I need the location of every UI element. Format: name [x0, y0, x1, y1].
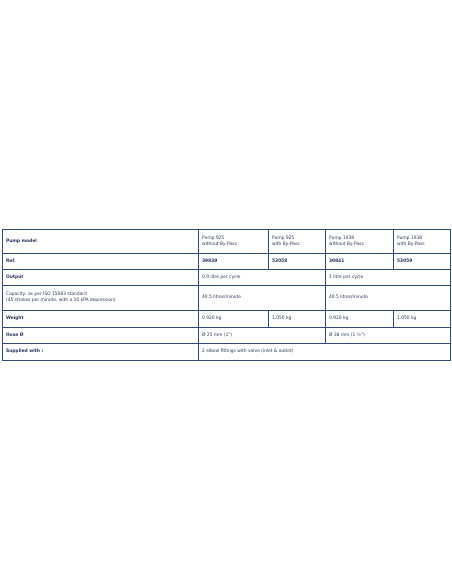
hose-value-1038: Ø 38 mm (1 ½") [326, 328, 451, 344]
row-ref [3, 254, 451, 270]
pump-1038-title: Pump 1038 [329, 235, 354, 241]
supplied-with-label: Supplied with : [3, 344, 199, 361]
weight-value: 1.050 kg [269, 311, 326, 328]
pump-1038-bypass-subtitle: with By-Pass [397, 241, 425, 247]
hose-value-925: Ø 25 mm (1") [199, 328, 326, 344]
row-supplied-with [3, 344, 451, 361]
row-hose [3, 328, 451, 344]
pump-spec-table [2, 229, 451, 361]
header-pump-1038-bypass [394, 230, 451, 254]
row-weight [3, 311, 451, 328]
capacity-label: Capacity, as per ISO 15083 standard [6, 292, 87, 298]
header-pump-1038-no-bypass [326, 230, 394, 254]
weight-value: 1.050 kg [394, 311, 451, 328]
ref-label: Ref. [3, 254, 199, 270]
output-value-1038: 1 litre per cycle [326, 270, 451, 286]
capacity-value-925: 40.5 litres/minute [199, 286, 326, 311]
hose-label: Hose Ø [3, 328, 199, 344]
ref-value: 39839 [199, 254, 269, 270]
ref-value: 53059 [394, 254, 451, 270]
capacity-sublabel: (45 strokes per minute, with a 10 kPA depression) [6, 298, 116, 303]
pump-925-bypass-title: Pump 925 [272, 235, 295, 241]
pump-925-title: Pump 925 [202, 235, 225, 241]
weight-value: 0.920 kg [326, 311, 394, 328]
weight-value: 0.920 kg [199, 311, 269, 328]
row-pump-model [3, 230, 451, 254]
pump-model-label: Pump model [3, 230, 199, 254]
header-pump-925-bypass [269, 230, 326, 254]
pump-925-subtitle: without By-Pass [202, 241, 237, 247]
ref-value: 39841 [326, 254, 394, 270]
weight-label: Weight [3, 311, 199, 328]
row-capacity [3, 286, 451, 311]
capacity-label-cell [3, 286, 199, 311]
pump-1038-bypass-title: Pump 1038 [397, 235, 422, 241]
capacity-value-1038: 40.5 litres/minute [326, 286, 451, 311]
output-label: Output [3, 270, 199, 286]
output-value-925: 0.9 litre per cycle [199, 270, 326, 286]
header-pump-925-no-bypass [199, 230, 269, 254]
supplied-with-value: 2 elbow fittings with valve (inlet & outlet) [199, 344, 451, 361]
pump-925-bypass-subtitle: with By-Pass [272, 241, 300, 247]
row-output [3, 270, 451, 286]
ref-value: 53058 [269, 254, 326, 270]
pump-1038-subtitle: without By-Pass [329, 241, 364, 247]
